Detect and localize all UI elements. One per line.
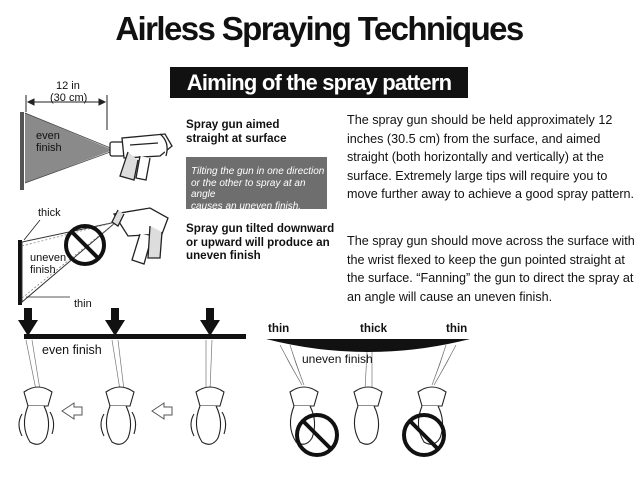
distance-label: 12 in — [56, 80, 80, 92]
hand-gun-3 — [191, 387, 226, 444]
thick-label: thick — [38, 207, 61, 219]
page-title: Airless Spraying Techniques — [115, 10, 523, 47]
spray-gun-tilted — [112, 208, 168, 264]
uneven-finish-caption: uneven finish — [302, 352, 373, 366]
aim-caption: Spray gun aimed straight at surface — [186, 118, 287, 145]
thick-bottom-label: thick — [360, 322, 388, 335]
section-subtitle: Aiming of the spray pattern — [170, 67, 468, 98]
wall-top — [20, 112, 24, 190]
uneven-finish-label: uneven finish — [30, 252, 67, 276]
hand-gun-1 — [19, 387, 54, 444]
even-finish-caption: even finish — [42, 343, 102, 357]
thin-right-label: thin — [446, 322, 468, 335]
surface-bar — [24, 334, 246, 339]
note-text: Tilting the gun in one direction or the other to spray at an angle causes an uneven finish. — [191, 166, 325, 212]
paragraph-distance: The spray gun should be held approximately 12 inches (30.5 cm) from the surface, and aimed straight (both horizontally and vertically) at the surface. Extremely large tips will require you to move further away to achieve a good spray pattern. — [347, 113, 635, 202]
down-arrows — [18, 308, 220, 336]
even-finish-label: even finish — [36, 130, 62, 154]
hand-gun-5 — [354, 387, 382, 444]
uneven-surface-bar — [266, 339, 470, 352]
paragraph-wrist: The spray gun should move across the surface with the wrist flexed to keep the gun pointed straight at the surface. “Fanning” the gun to direct the spray at an angle will cause an uneven finish. — [347, 234, 635, 304]
spray-gun-top — [110, 134, 172, 180]
tilt-caption: Spray gun tilted downward or upward will produce an uneven finish — [186, 222, 335, 262]
thin-left-label: thin — [268, 322, 290, 335]
hand-gun-2 — [101, 387, 136, 444]
distance-metric-label: (30 cm) — [50, 92, 88, 104]
thin-label: thin — [74, 298, 92, 310]
